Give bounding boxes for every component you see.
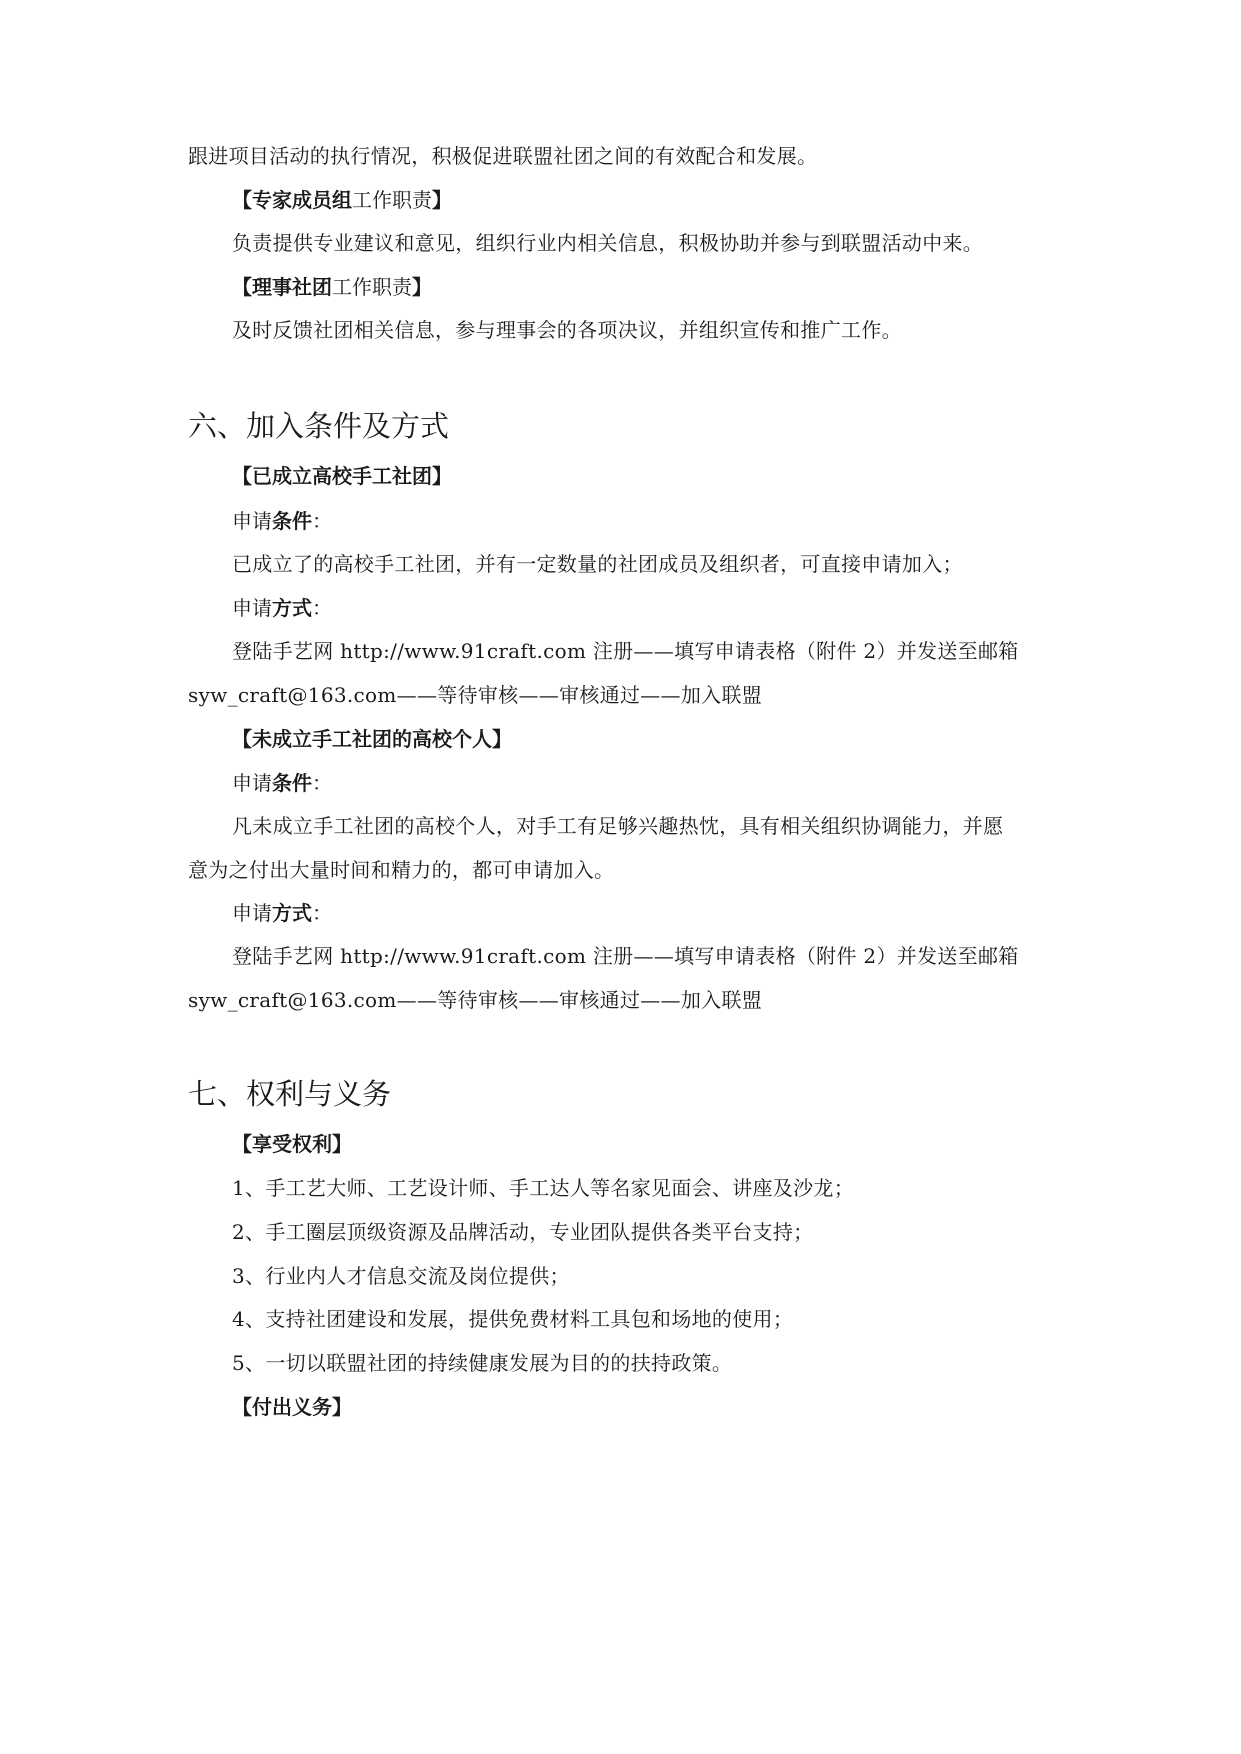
established-cond-text: 已成立了的高校手工社团，并有一定数量的社团成员及组织者，可直接申请加入； — [232, 552, 963, 576]
label-condition: 条件 — [272, 771, 312, 795]
established-method-line2: syw_craft@163.com——等待审核——审核通过——加入联盟 — [188, 683, 763, 707]
label-apply: 申请 — [232, 596, 272, 620]
individual-method-line2: syw_craft@163.com——等待审核——审核通过——加入联盟 — [188, 988, 763, 1012]
individual-cond-line2: 意为之付出大量时间和精力的，都可申请加入。 — [188, 858, 615, 882]
label-method: 方式 — [272, 596, 312, 620]
expert-group-title: 专家成员组 — [252, 188, 352, 212]
duties-header — [232, 1393, 352, 1421]
rights-item-5: 5、一切以联盟社团的持续健康发展为目的的扶持政策。 — [232, 1351, 733, 1375]
expert-group-desc: 负责提供专业建议和意见，组织行业内相关信息，积极协助并参与到联盟活动中来。 — [232, 231, 984, 255]
label-apply: 申请 — [232, 901, 272, 925]
director-club-title: 理事社团 — [252, 275, 332, 299]
rights-item-3: 3、行业内人才信息交流及岗位提供； — [232, 1264, 570, 1288]
individual-header-text: 【未成立手工社团的高校个人】 — [232, 727, 512, 751]
established-club-header — [232, 462, 452, 490]
established-club-header-text: 【已成立高校手工社团】 — [232, 464, 452, 488]
bracket-left: 【 — [232, 275, 252, 299]
bracket-right: 】 — [432, 188, 452, 212]
rights-item-2: 2、手工圈层顶级资源及品牌活动，专业团队提供各类平台支持； — [232, 1220, 814, 1244]
section-6-title: 六、加入条件及方式 — [188, 409, 450, 443]
established-method-label — [232, 594, 332, 622]
director-club-desc: 及时反馈社团相关信息，参与理事会的各项决议，并组织宣传和推广工作。 — [232, 318, 902, 342]
label-apply: 申请 — [232, 771, 272, 795]
label-colon: ： — [312, 901, 332, 925]
bracket-right: 】 — [412, 275, 432, 299]
individual-method-line1: 登陆手艺网 http://www.91craft.com 注册——填写申请表格（附件 2）并发送至邮箱 — [232, 944, 1019, 968]
established-method-line1: 登陆手艺网 http://www.91craft.com 注册——填写申请表格（附件 2）并发送至邮箱 — [232, 639, 1019, 663]
label-method: 方式 — [272, 901, 312, 925]
expert-group-suffix: 工作职责 — [352, 188, 432, 212]
rights-header — [232, 1130, 352, 1158]
individual-cond-line1: 凡未成立手工社团的高校个人，对手工有足够兴趣热忱，具有相关组织协调能力，并愿 — [232, 814, 1004, 838]
label-condition: 条件 — [272, 509, 312, 533]
bracket-left: 【 — [232, 188, 252, 212]
section-7-title: 七、权利与义务 — [188, 1077, 392, 1111]
rights-header-text: 【享受权利】 — [232, 1132, 352, 1156]
label-apply: 申请 — [232, 509, 272, 533]
individual-header — [232, 725, 512, 753]
paragraph-continued: 跟进项目活动的执行情况，积极促进联盟社团之间的有效配合和发展。 — [188, 144, 818, 168]
established-cond-label — [232, 507, 332, 535]
label-colon: ： — [312, 509, 332, 533]
label-colon: ： — [312, 596, 332, 620]
individual-method-label — [232, 899, 332, 927]
label-colon: ： — [312, 771, 332, 795]
director-club-header — [232, 273, 432, 301]
director-club-suffix: 工作职责 — [332, 275, 412, 299]
duties-header-text: 【付出义务】 — [232, 1395, 352, 1419]
rights-item-4: 4、支持社团建设和发展，提供免费材料工具包和场地的使用； — [232, 1307, 794, 1331]
rights-item-1: 1、手工艺大师、工艺设计师、手工达人等名家见面会、讲座及沙龙； — [232, 1176, 855, 1200]
individual-cond-label — [232, 769, 332, 797]
expert-group-header — [232, 186, 452, 214]
